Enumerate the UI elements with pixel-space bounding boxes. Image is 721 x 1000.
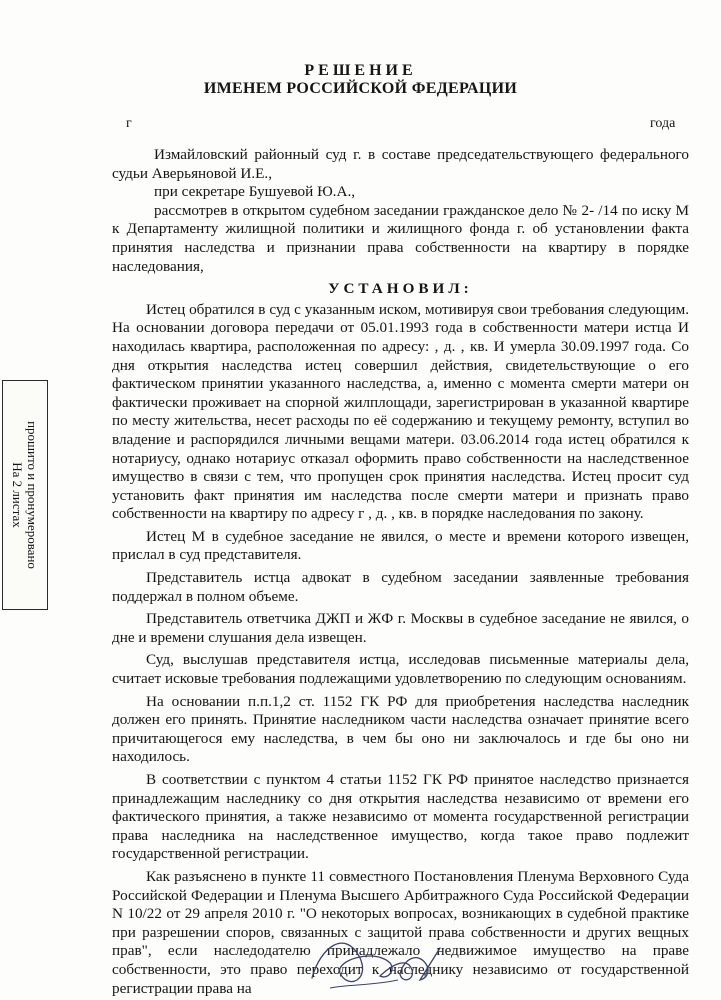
paragraph-claim: Истец обратился в суд с указанным иском, мотивируя свои требования следующим. На основании договора передачи от 05.01.1993 года в собственности матери истца И находилась квартира, расположенная по адресу: , д. , кв. И умерла 30.09.1997 года. Со дня открытия наследства истец совершил действия, свидетельствующие о его фактическом принятии указанного наследства, а, именно с момента смерти матери он фактически проживает на спорной жилплощади, зарегистрирован в указанной квартире по месту жительства, несет расходы по её содержанию и текущему ремонту, вступил во владение и распорядился личными вещами матери. 03.06.2014 года истец обратился к нотариусу, однако нотариус отказал оформить право собственности на наследственное имущество в связи с тем, что пропущен срок принятия наследства. Истец просит суд установить факт принятия им наследства после смерти матери и признать право собственности на квартиру по адресу г , д. , кв. в порядке наследования по закону. <box>112 300 689 523</box>
document-body <box>112 146 689 998</box>
signature-stroke <box>312 943 440 981</box>
document-title: РЕШЕНИЕ <box>304 62 417 79</box>
stamp-line-2: На 2 листах <box>10 462 25 528</box>
paragraph-article-1152-4: В соответствии с пунктом 4 статьи 1152 ГК РФ принятое наследство признается принадлежащим наследнику со дня открытия наследства независимо от времени его фактического принятия, а также независимо от момента государственной регистрации права наследника на наследственное имущество, когда такое право подлежит государственной регистрации. <box>112 771 689 863</box>
paragraph-plenum: Как разъяснено в пункте 11 совместного Постановления Пленума Верховного Суда Российской Федерации и Пленума Высшего Арбитражного Суда Российской Федерации N 10/22 от 29 апреля 2010 г. "О некоторых вопросах, возникающих в судебной практике при разрешении споров, связанных с защитой права собственности и других вещных прав", если наследодателю принадлежало недвижимое имущество на праве собственности, это право переходит к наследнику независимо от государственной регистрации права на <box>112 867 689 997</box>
binding-stamp <box>2 380 48 610</box>
paragraph-article-1152: На основании п.п.1,2 ст. 1152 ГК РФ для приобретения наследства наследник должен его принять. Принятие наследником части наследства означает принятие всего причитающегося ему наследства, в чем бы оно ни заключалось и где бы оно ни находилось. <box>112 692 689 766</box>
intro-court: Измайловский районный суд г. в составе председательствующего федерального судьи Аверьяновой И.Е., <box>112 146 689 182</box>
signature-underline <box>330 980 398 988</box>
paragraph-plaintiff-absent: Истец М в судебное заседание не явился, о месте и времени которого извещен, прислал в суд представителя. <box>112 527 689 564</box>
signature <box>300 918 450 998</box>
paragraph-representative: Представитель истца адвокат в судебном заседании заявленные требования поддержал в полном объеме. <box>112 569 689 605</box>
stamp-text <box>10 421 40 569</box>
stamp-line-1: прошито и пронумеровано <box>25 421 40 569</box>
section-heading: УСТАНОВИЛ: <box>328 280 473 298</box>
intro-case: рассмотрев в открытом судебном заседании гражданское дело № 2- /14 по иску М к Департаменту жилищной политики и жилищного фонда г. об установлении факта принятия наследства и признании права собственности на квартиру в порядке наследования, <box>112 201 689 275</box>
intro-secretary: при секретаре Бушуевой Ю.А., <box>154 183 356 201</box>
paragraph-defendant: Представитель ответчика ДЖП и ЖФ г. Москвы в судебное заседание не явился, о дне и времени слушания дела извещен. <box>112 610 689 646</box>
date-right: года <box>650 116 676 131</box>
paragraph-court-finding: Суд, выслушав представителя истца, исследовав письменные материалы дела, считает исковые требования подлежащими удовлетворению по следующим основаниям. <box>112 651 689 688</box>
date-left: г <box>126 116 132 131</box>
document-subtitle: ИМЕНЕМ РОССИЙСКОЙ ФЕДЕРАЦИИ <box>203 80 518 97</box>
